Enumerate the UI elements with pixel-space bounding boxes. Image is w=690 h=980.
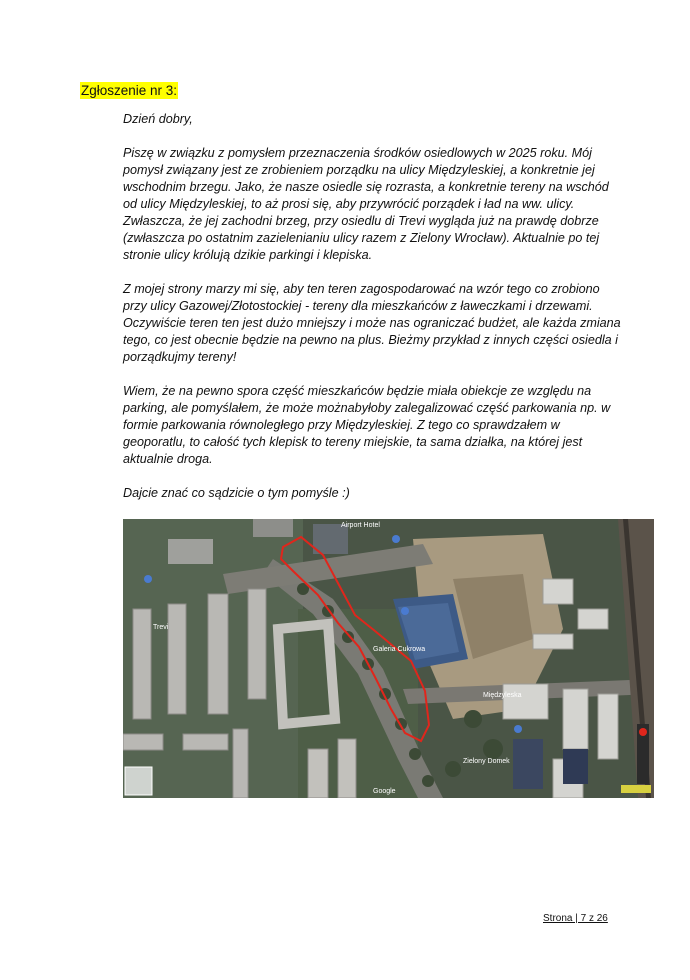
- greeting: Dzień dobry,: [123, 112, 193, 126]
- page-number: Strona | 7 z 26: [543, 913, 608, 924]
- letter-body: [123, 111, 623, 519]
- aerial-map-image: [123, 519, 654, 798]
- map-label-4: Zielony Domek: [463, 758, 510, 765]
- map-label-3: Trevi: [153, 624, 169, 631]
- map-attribution: Google: [373, 788, 396, 795]
- pegman-icon[interactable]: [125, 767, 152, 795]
- submission-heading: Zgłoszenie nr 3:: [81, 83, 178, 98]
- paragraph-parking: Wiem, że na pewno spora część mieszkańców będzie miała obiekcje ze względu na parking, ale pomyślałem, że może możnabyłoby zalegalizować część parkowania np. w formie parkowania równoległego przy Międzyleskiej. Z tego co sprawdzałem w geoporatlu, to całość tych klepisk to tereny miejskie, ta sama działka, na której jest aktualnie droga.: [123, 384, 611, 466]
- paragraph-proposal: Z mojej strony marzy mi się, aby ten teren zagospodarować na wzór tego co zrobiono przy ulicy Gazowej/Złotostockiej - tereny dla mieszkańców z ławeczkami i drzewami. Oczywiście teren ten jest dużo mniejszy i może nas ograniczać budżet, ale każda zmiana tego, co jest obecnie będzie na pewno na plus. Bieżmy przykład z innych części osiedla i porządkujmy tereny!: [123, 282, 621, 364]
- paragraph-intro: Piszę w związku z pomysłem przeznaczenia środków osiedlowych w 2025 roku. Mój pomysł związany jest ze zrobieniem porządku na ulicy Międzyleskiej, a konkretnie jej wschodnim brzegu. Jako, że nasze osiedle się rozrasta, a konkretnie tereny na wschód od ulicy Międzyleskiej, to aż prosi się, aby przywrócić porządek i ład na ww. ulicy. Zwłaszcza, że jej zachodni brzeg, przy osiedlu di Trevi wygląda już na prawdę dobrze (zwłaszcza po ostatnim zazielenianiu ulicy razem z Zielony Wrocław). Aktualnie po tej stronie ulicy królują dzikie parkingi i klepiska.: [123, 146, 609, 262]
- map-label-2: Galeria Cukrowa: [373, 646, 426, 653]
- compass-icon[interactable]: [639, 728, 647, 736]
- paragraph-closing: Dajcie znać co sądzicie o tym pomyśle :): [123, 486, 350, 500]
- map-street-label: Międzyleska: [483, 692, 522, 699]
- scale-bar: [621, 785, 651, 793]
- map-label-1: Airport Hotel: [341, 522, 380, 529]
